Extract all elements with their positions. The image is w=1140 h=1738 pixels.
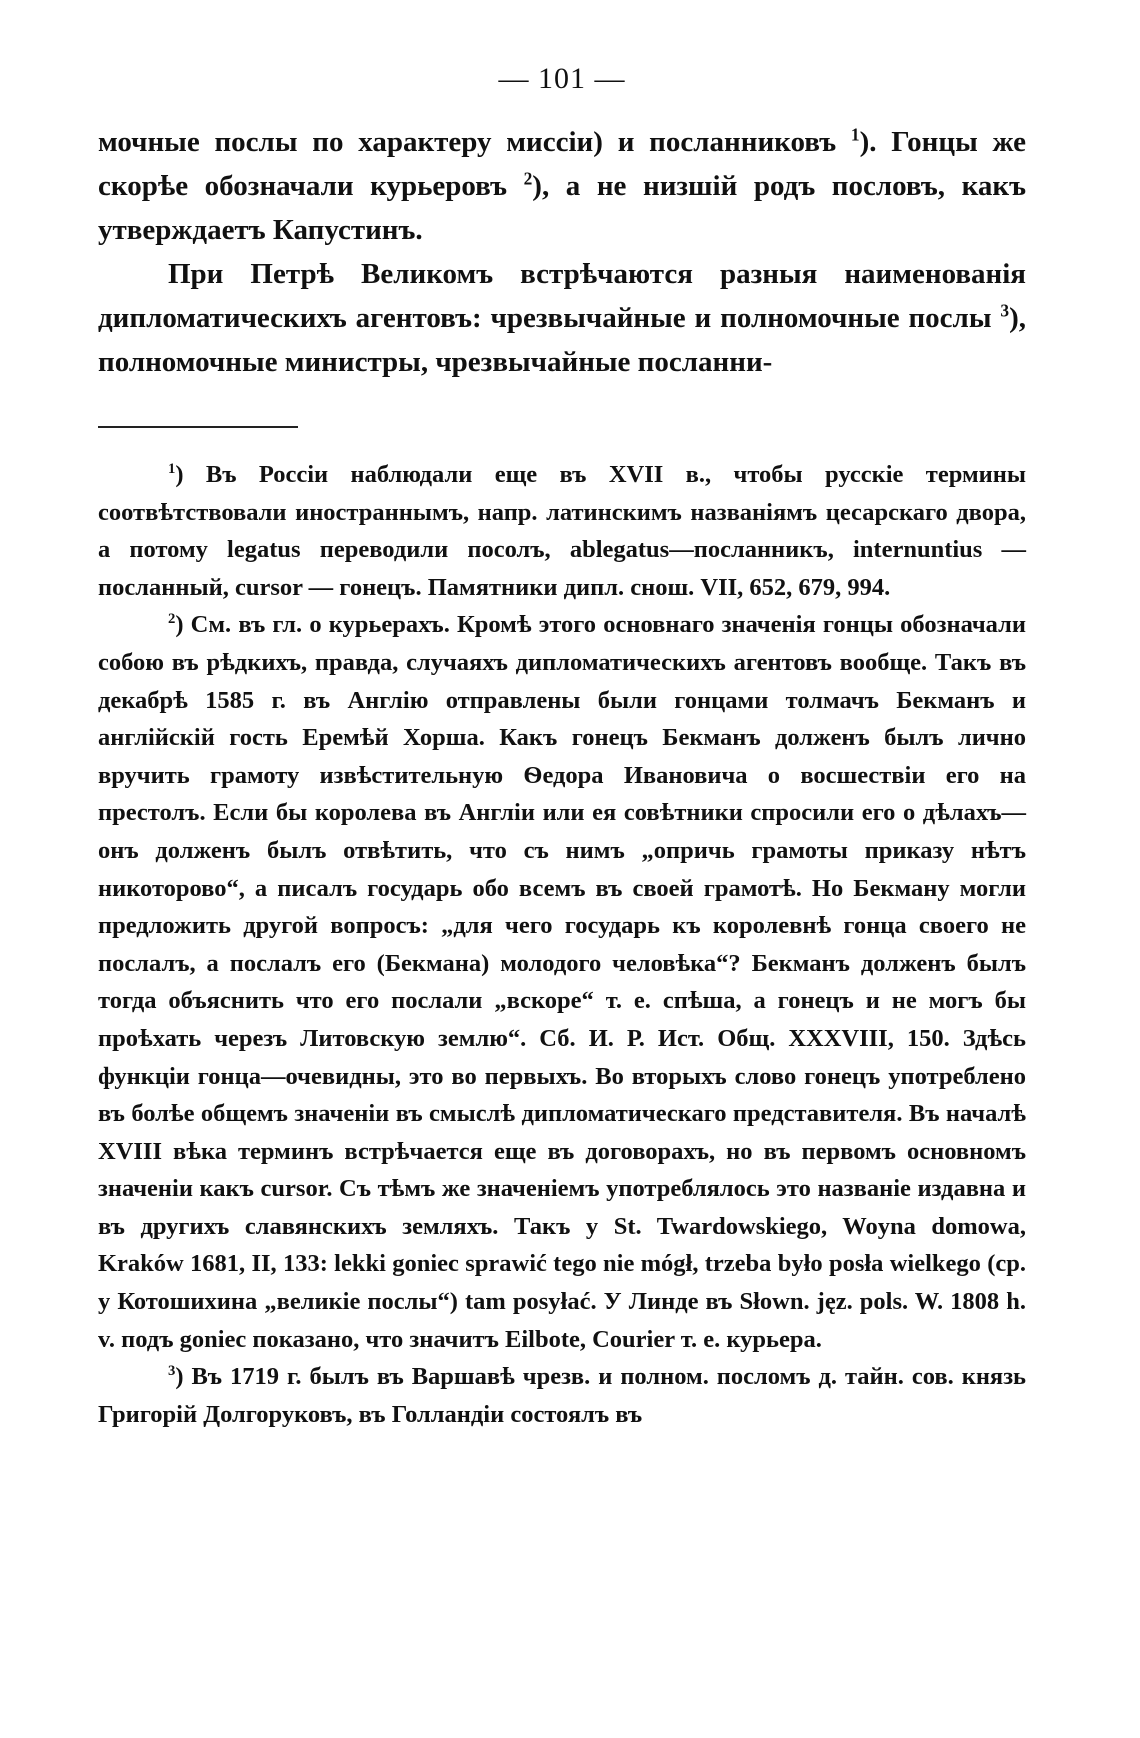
footnote-text: ) Въ Россіи наблюдали еще въ XVII в., чтобы русскіе термины соотвѣтствовали иностраннымъ, напр. латинскимъ названіямъ цесарскаго двора, а потому legatus переводили посолъ, ablegatus—посланникъ, internuntius — посланный, cursor — гонецъ. Памятники дипл. снош. VII, 652, 679, 994.: [98, 461, 1026, 601]
main-text: [98, 120, 1026, 384]
footnote-ref-1: 1: [850, 124, 860, 145]
footnote-text: ) См. въ гл. о курьерахъ. Кромѣ этого основнаго значенія гонцы обозначали собою въ рѣдкихъ, правда, случаяхъ дипломатическихъ агентовъ вообще. Такъ въ декабрѣ 1585 г. въ Англію отправлены были гонцами толмачъ Бекманъ и англійскій гость Еремѣй Хорша. Какъ гонецъ Бекманъ долженъ былъ лично вручить грамоту извѣстительную Ѳедора Ивановича о восшествіи его на престолъ. Если бы королева въ Англіи или ея совѣтники спросили его о дѣлахъ—онъ долженъ былъ отвѣтить, что съ нимъ „опричь грамоты приказу нѣтъ никоторово“, а писалъ государь обо всемъ въ своей грамотѣ. Но Бекману могли предложить другой вопросъ: „для чего государь къ королевнѣ гонца своего не послалъ, а послалъ его (Бекмана) молодого человѣка“? Бекманъ долженъ былъ тогда объяснить что его послали „вскоре“ т. е. спѣша, а гонецъ и не могъ бы проѣхать черезъ Литовскую землю“. Сб. И. Р. Ист. Общ. XXXVIII, 150. Здѣсь функціи гонца—очевидны, это во первыхъ. Во вторыхъ слово гонецъ употреблено въ болѣе общемъ значеніи въ смыслѣ дипломатическаго представителя. Въ началѣ XVIII вѣка терминъ встрѣчается еще въ договорахъ, но въ первомъ основномъ значеніи какъ cursor. Съ тѣмъ же значеніемъ употреблялось это названіе издавна и въ другихъ славянскихъ земляхъ. Такъ у St. Twardowskiego, Woyna domowa, Kraków 1681, II, 133: lekki goniec sprawić tego nie mógł, trzeba było posła wielkego (ср. у Котошихина „великіе послы“) tam posyłać. У Линде въ Słown. jęz. pols. W. 1808 h. v. подъ goniec показано, что значитъ Eilbote, Courier т. е. курьера.: [98, 611, 1026, 1353]
footnotes: [98, 456, 1026, 1433]
footnote-2: [98, 606, 1026, 1358]
footnote-marker: 3: [168, 1363, 176, 1380]
text-run: ), а не низшій родъ пословъ, какъ утверждаетъ Капустинъ.: [98, 170, 1026, 246]
footnote-text: ) Въ 1719 г. былъ въ Варшавѣ чрезв. и полном. посломъ д. тайн. сов. князь Григорій Долгоруковъ, въ Голландіи состоялъ въ: [98, 1363, 1026, 1428]
footnote-marker: 2: [168, 611, 176, 628]
footnote-ref-2: 2: [523, 168, 533, 189]
paragraph-continuation: [98, 120, 1026, 252]
text-run: ), полномочные министры, чрезвычайные посланни-: [98, 302, 1026, 378]
text-run: ). Гонцы же скорѣе обозначали курьеровъ: [98, 126, 1027, 202]
page-number: — 101 —: [498, 62, 626, 95]
footnote-1: [98, 456, 1026, 606]
footnote-separator: [98, 426, 298, 428]
footnote-ref-3: 3: [1000, 300, 1010, 321]
text-run: мочные послы по характеру миссіи) и посланниковъ: [98, 126, 851, 158]
footnote-marker: 1: [168, 460, 176, 477]
text-run: При Петрѣ Великомъ встрѣчаются разныя наименованія дипломатическихъ агентовъ: чрезвычайные и полномочные послы: [98, 258, 1026, 334]
paragraph: [98, 252, 1026, 384]
footnote-3: [98, 1358, 1026, 1433]
